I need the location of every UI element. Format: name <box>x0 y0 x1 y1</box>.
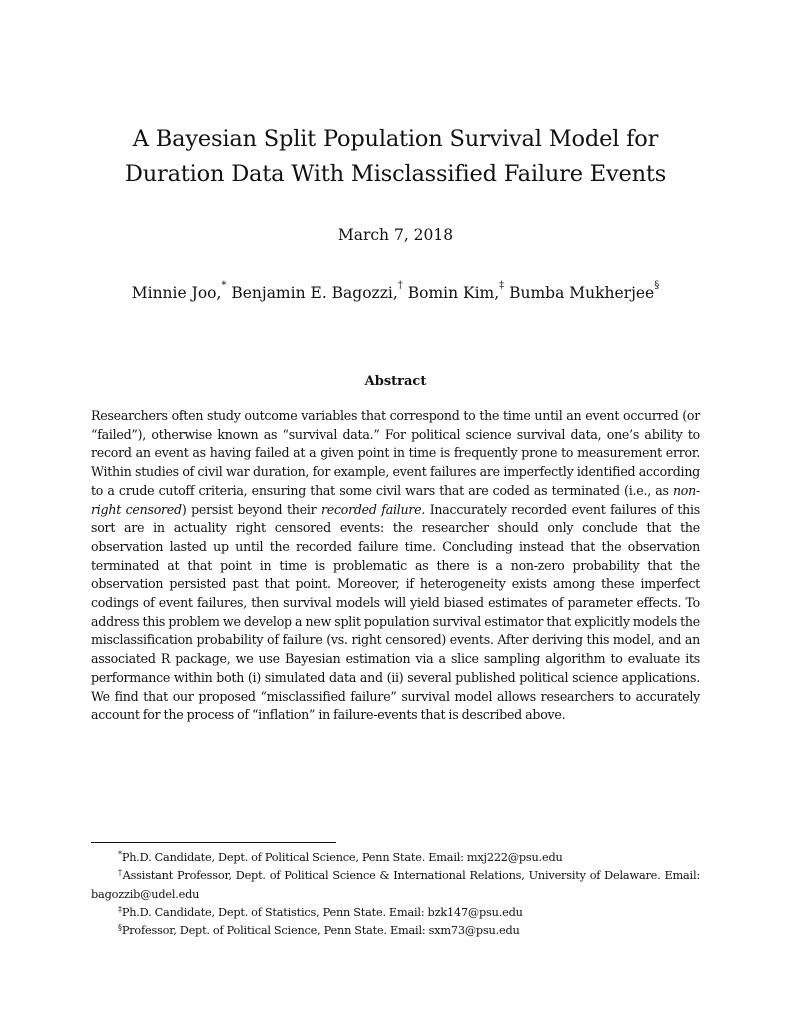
footnote <box>91 849 700 867</box>
footnote <box>91 867 700 904</box>
paper-date: March 7, 2018 <box>337 226 454 244</box>
footnotes <box>91 849 700 940</box>
author-footnote-mark: * <box>221 280 227 291</box>
footnote <box>91 922 700 940</box>
footnote-mark: ‡ <box>118 904 122 914</box>
footnote-mark: * <box>118 850 122 859</box>
footnote-text: Ph.D. Candidate, Dept. of Political Science, Penn State. Email: mxj222@psu.edu <box>121 851 563 864</box>
footnote-text: Ph.D. Candidate, Dept. of Statistics, Penn State. Email: bzk147@psu.edu <box>121 905 523 919</box>
abstract-text: ) persist beyond their <box>181 501 321 517</box>
abstract-emphasis: recorded failure <box>320 501 422 517</box>
author-footnote-mark: § <box>654 280 660 291</box>
title-line-2: Duration Data With Misclassified Failure Events <box>124 161 667 187</box>
abstract-text: . Inaccurately recorded event failures of this sort are in actuality right censored events: the researcher should only conclude that the observation lasted up until the recorded failure time. Concluding instead that the observation terminated at that point in time is problematic as there is a non-zero probability that the observation persisted past that point. Moreover, if heterogeneity exists among these imperfect codings of event failures, then survival models will yield biased estimates of parameter effects. To address this problem we develop a new split population survival estimator that explicitly models the misclassification probability of failure (vs. right censored) events. After deriving this model, and an associated R package, we use Bayesian estimation via a slice sampling algorithm to evaluate its performance within both (i) simulated data and (ii) several published political science applications. We find that our proposed “misclassified failure” survival model allows researchers to accurately account for the process of “inflation” in failure-events that is described above. <box>91 501 700 723</box>
author-name: Bumba Mukherjee <box>509 284 655 302</box>
title-line-1: A Bayesian Split Population Survival Model for <box>132 126 659 152</box>
author-footnote-mark: † <box>397 280 403 291</box>
author-name: Bomin Kim, <box>407 284 500 302</box>
author-name: Minnie Joo, <box>131 284 222 302</box>
abstract-paragraph <box>91 407 700 725</box>
author-name: Benjamin E. Bagozzi, <box>231 284 398 302</box>
footnote-text: Assistant Professor, Dept. of Political Science & International Relations, University of Delaware. Email: bagozzib@udel.edu <box>91 869 700 901</box>
abstract-heading: Abstract <box>364 374 427 389</box>
author-footnote-mark: ‡ <box>499 280 505 291</box>
author-list <box>0 280 791 302</box>
abstract-emphasis: non-right censored <box>91 482 700 517</box>
footnote <box>91 904 700 922</box>
footnote-text: Professor, Dept. of Political Science, Penn State. Email: sxm73@psu.edu <box>121 924 520 938</box>
abstract-text: Researchers often study outcome variables that correspond to the time until an event occurred (or “failed”), otherwise known as “survival data.” For political science survival data, one’s ability to record an event as having failed at a given point in time is frequently prone to measurement error. Within studies of civil war duration, for example, event failures are imperfectly identified according to a crude cutoff criteria, ensuring that some civil wars that are coded as terminated (i.e., as <box>91 408 700 498</box>
footnote-divider <box>91 842 336 843</box>
paper-title <box>60 122 731 192</box>
footnote-mark: § <box>118 923 122 933</box>
footnote-mark: † <box>118 868 123 878</box>
